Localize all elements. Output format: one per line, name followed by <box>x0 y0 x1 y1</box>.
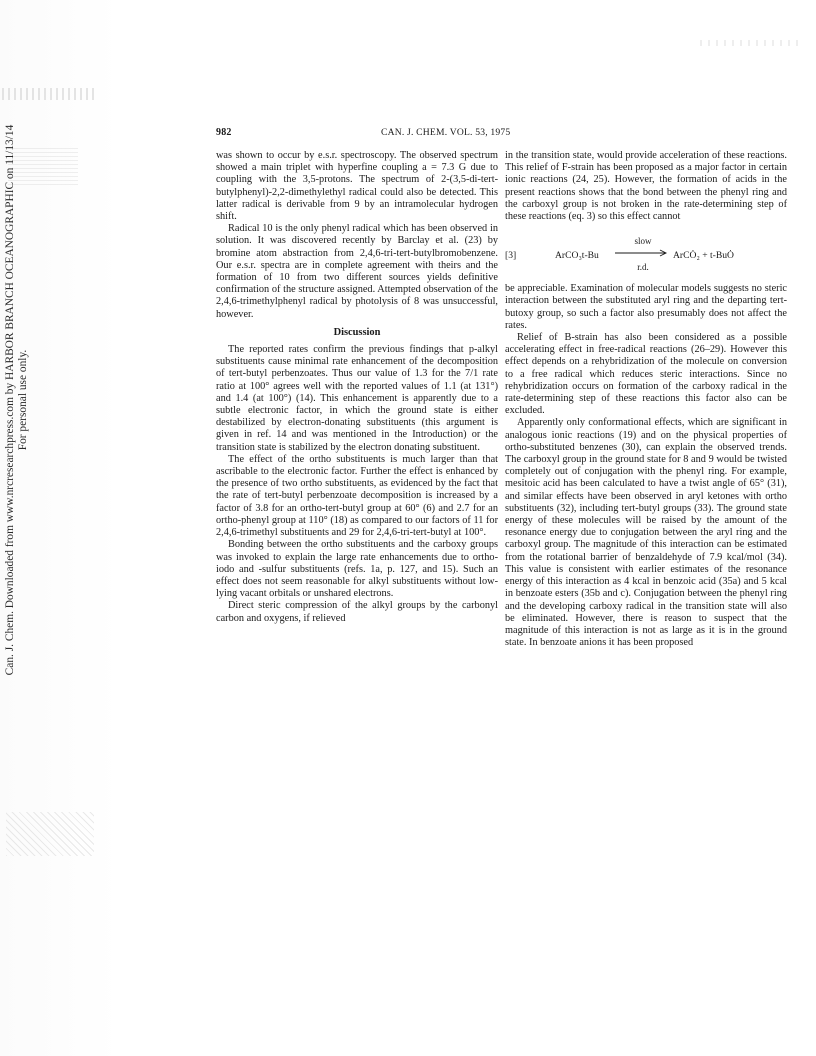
paragraph: Bonding between the ortho substituents and the carboxy groups was invoked to explain the large rate enhancements due to ortho-iodo and -sulfur substituents (refs. 1a, p. 127, and 15). Such an effect does not seem reasonable for alkyl substituents without low-lying vacant orbitals or unshared electrons. <box>216 539 498 600</box>
paragraph: in the transition state, would provide acceleration of these reactions. This relief of F-strain has been proposed as a major factor in certain ionic reactions (24, 25). However, the formation of acids in the present reactions shows that the bond between the phenyl ring and the carboxyl group is not broken in the rate-determining step of these reactions (eq. 3) so this effect cannot <box>505 150 787 223</box>
equation-reactant: ArCO₃t-Bu <box>555 250 599 262</box>
watermark-line-2: For personal use only. <box>17 349 29 451</box>
paragraph: Apparently only conformational effects, which are significant in analogous ionic reactions (19) and on the physical properties of ortho-substituted benzenes (30), can explain the observed trends. The carboxyl group in the ground state for 8 and 9 would be twisted completely out of conjugation with the phenyl ring. For example, mesitoic acid has been calculated to have a twist angle of 65° (31), and similar effects have been observed in aryl ketones with ortho substituents (32), including tert-butyl groups (33). The ground state energy of these molecules will be raised by the amount of the resonance energy due to conjugation between the aryl ring and the carboxyl group. The magnitude of this interaction can be estimated from the rotational barrier of benzaldehyde of 7.9 kcal/mol (34). This value is consistent with earlier estimates of the resonance energy of this interaction as 4 kcal in benzoic acid (35a) and 5 kcal in benzoate esters (35b and c). Conjugation between the phenyl ring and the developing carboxy radical in the transition state will also be eliminated. However, there is reason to suspect that the magnitude of this interaction is not as large as it is in the ground state. In benzoate anions it has been proposed <box>505 417 787 649</box>
section-heading: Discussion <box>333 326 381 338</box>
journal-citation: CAN. J. CHEM. VOL. 53, 1975 <box>381 127 511 138</box>
paragraph: The reported rates confirm the previous findings that p-alkyl substituents cause minimal rate enhancement of the decomposition of tert-butyl perbenzoates. Thus our value of 1.3 for the 7/1 rate ratio at 100° agrees well with the reported values of 1.1 (at 131°) and 1.4 (at 100°) (14). This enhancement is apparently due to a subtle electronic factor, in which the ground state is either destabilized by electron-donating substituents (this argument is given in ref. 14 and was mentioned in the Introduction) or the transition state is stabilized by the electron donating substituent. <box>216 344 498 453</box>
page-number: 982 <box>216 127 232 138</box>
watermark-line-1: Can. J. Chem. Downloaded from www.nrcresearchpress.com by HARBOR BRANCH OCEANOGRAPHIC on 11/13/14 <box>4 124 16 676</box>
scan-noise <box>700 40 800 46</box>
arrow-label-below: r.d. <box>637 262 649 273</box>
running-header <box>216 127 802 141</box>
equation-3 <box>505 227 787 279</box>
equation-products: ArCȮ₂ + t-BuȮ <box>673 250 734 262</box>
paragraph: Radical 10 is the only phenyl radical which has been observed in solution. It was discovered recently by Barclay et al. (23) by bromine atom abstraction from 2,4,6-tri-tert-butylbromobenzene. Our e.s.r. spectra are in complete agreement with theirs and the formation of 10 from two different sources yields definitive confirmation of the structure assigned. Attempted observation of the 2,4,6-trimethylphenyl radical by photolysis of 8 was unsuccessful, however. <box>216 223 498 320</box>
reaction-arrow-icon <box>615 248 669 258</box>
right-column <box>505 150 787 649</box>
paragraph: was shown to occur by e.s.r. spectroscopy. The observed spectrum showed a main triplet with hyperfine coupling a = 7.3 G due to coupling with the 3,5-protons. The spectrum of 2-(3,5-di-tert-butylphenyl)-2,2-dimethylethyl radical could also be detected. This latter radical is derivable from 9 by an intramolecular hydrogen shift. <box>216 150 498 223</box>
paragraph: Relief of B-strain has also been considered as a possible accelerating effect in free-radical reactions (26–29). However this effect depends on a rehybridization of the molecule on conversion to a free radical which reduces steric interactions. Since no rehybridization occurs on formation of the carboxy radical in the rate-determining step of these reactions this factor also can be excluded. <box>505 332 787 417</box>
download-watermark <box>4 0 30 800</box>
paragraph: Direct steric compression of the alkyl groups by the carbonyl carbon and oxygens, if relieved <box>216 600 498 624</box>
scan-noise <box>6 812 94 856</box>
paragraph: be appreciable. Examination of molecular models suggests no steric interaction between the substituted aryl ring and the departing tert-butoxy group, so such a factor also presumably does not affect the rates. <box>505 283 787 331</box>
paragraph: The effect of the ortho substituents is much larger than that ascribable to the electronic factor. Further the effect is enhanced by the presence of two ortho substituents, as evidenced by the fact that the rate of tert-butyl perbenzoate decomposition is increased by a factor of 3.8 for an ortho-tert-butyl group at 60° (6) and 2.7 for an ortho-phenyl group at 110° (18) as compared to our factors of 11 for 2,4,6-trimethyl substituents and 29 for 2,4,6-tri-tert-butyl at 100°. <box>216 453 498 539</box>
equation-number: [3] <box>505 250 517 262</box>
arrow-label-above: slow <box>634 236 652 247</box>
left-column <box>216 150 498 625</box>
